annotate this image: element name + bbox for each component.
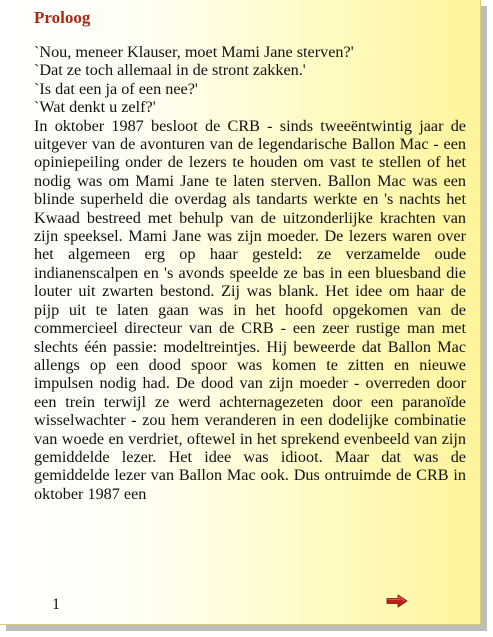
- dialog-line: `Is dat een ja of een nee?': [34, 79, 198, 98]
- arrow-right-icon: [386, 594, 408, 608]
- body-paragraph: In oktober 1987 besloot de CRB - sinds tweeëntwintig jaar de uitgever van de avonturen van de legendarische Ballon Mac - een opiniepeiling onder de lezers te houden om vast te stellen of het nodig was om Mami Jane te laten sterven. Ballon Mac was een blinde superheld die overdag als tandarts werkte en 's nachts het Kwaad bestreed met behulp van de uitzonderlijke krachten van zijn speeksel. Mami Jane was zijn moeder. De lezers waren over het algemeen erg op haar gesteld: ze verzamelde oude indianenscalpen en 's avonds speelde ze bas in een bluesband die louter uit zwarten bestond. Zij was blank. Het idee om haar de pijp uit te laten gaan was in het hoofd opgekomen van de commercieel directeur van de CRB - een zeer rustige man met slechts één passie: modeltreintjes. Hij beweerde dat Ballon Mac allengs op een dood spoor was komen te zitten en nieuwe impulsen nodig had. De dood van zijn moeder - overreden door een trein terwijl ze werd achternagezeten door een paranoïde wisselwachter - zou hem veranderen in een dodelijke combinatie van woede en verdriet, oftewel in het sprekend evenbeeld van zijn gemiddelde lezer. Het idee was idioot. Maar dat was de gemiddelde lezer van Ballon Mac ook. Dus ontruimde de CRB in oktober 1987 een: [34, 116, 466, 503]
- chapter-title: Proloog: [34, 8, 91, 27]
- page-number: 1: [52, 596, 60, 613]
- next-page-button[interactable]: [386, 594, 408, 608]
- dialog-line: `Dat ze toch allemaal in de stront zakken.': [34, 61, 306, 80]
- dialog-line: `Wat denkt u zelf?': [34, 98, 156, 117]
- dialog-line: `Nou, meneer Klauser, moet Mami Jane sterven?': [34, 43, 354, 61]
- page-body: [34, 43, 466, 503]
